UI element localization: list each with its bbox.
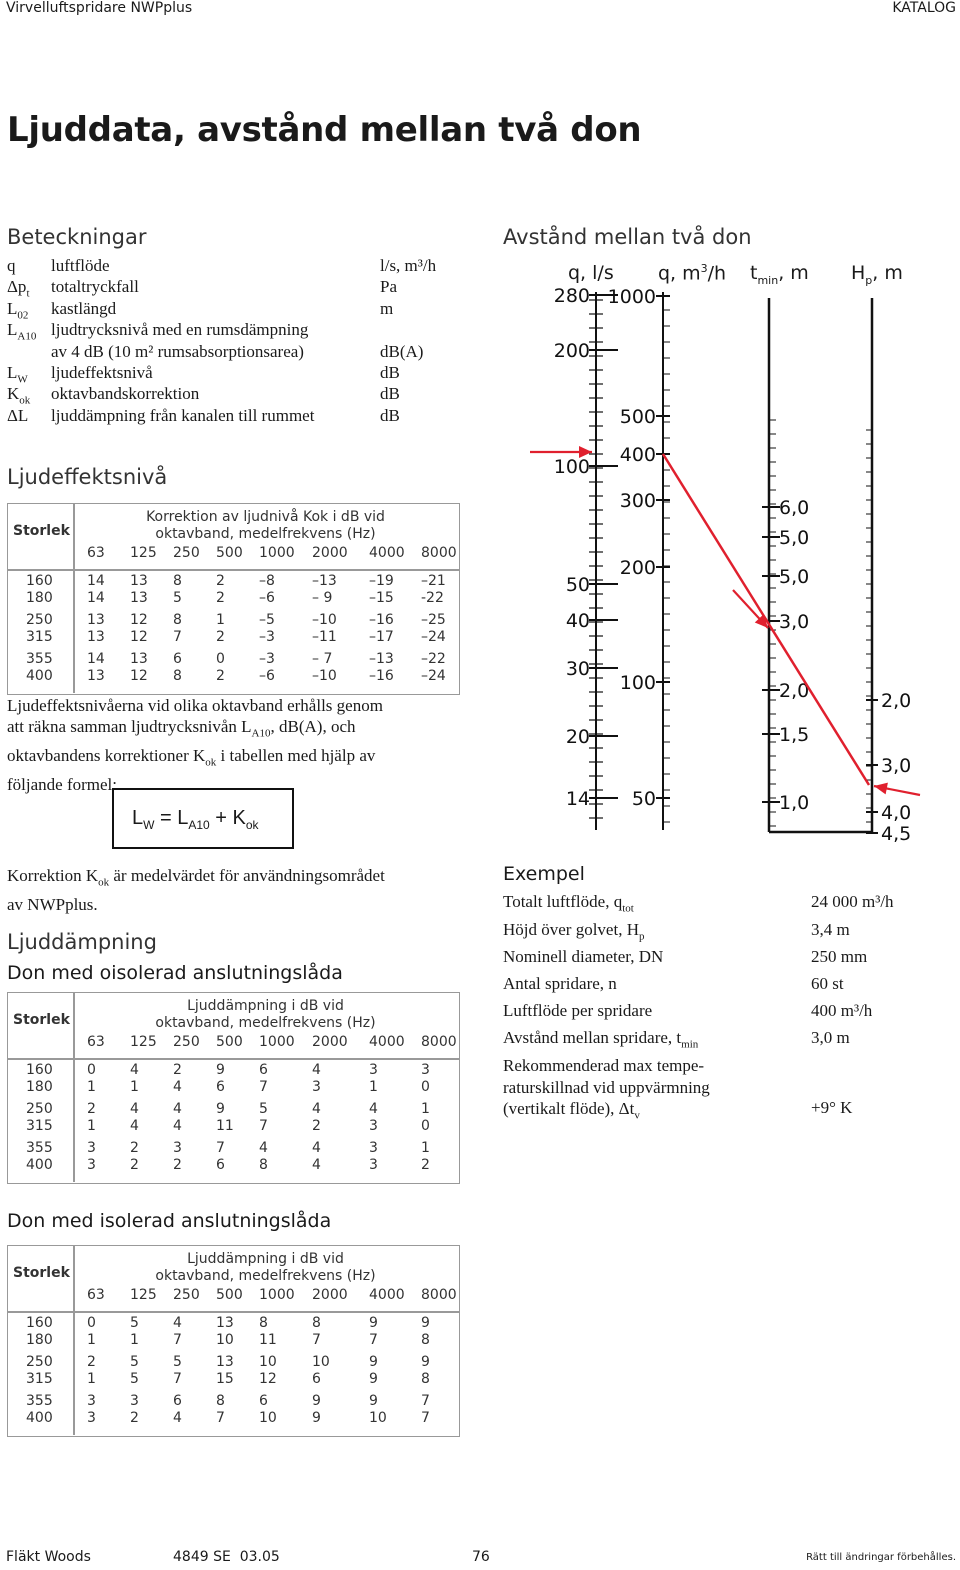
table-cell: 11 — [216, 1118, 234, 1134]
formula-box — [112, 788, 294, 849]
table-cell: 7 — [259, 1118, 268, 1134]
table-cell: 3 — [312, 1079, 321, 1095]
table-freq-header: 500 — [216, 1034, 243, 1050]
table-cell: 2 — [87, 1101, 96, 1117]
table-cell: 4 — [130, 1062, 139, 1078]
table-freq-header: 4000 — [369, 1034, 405, 1050]
definition-unit: dB — [380, 362, 400, 382]
table-cell: 9 — [369, 1393, 378, 1409]
table-cell: 0 — [216, 651, 225, 667]
exempel-value: 3,0 m — [811, 1028, 850, 1047]
tick-label-m3h: 50 — [631, 788, 656, 810]
table-cell: 7 — [421, 1410, 430, 1426]
exempel-last-value: +9° K — [811, 1098, 853, 1117]
table-cell: 6 — [216, 1157, 225, 1173]
table-freq-header: 125 — [130, 1034, 157, 1050]
table-cell: 2 — [312, 1118, 321, 1134]
exempel-value: 250 mm — [811, 947, 868, 966]
definition-text: oktavbandskorrektion — [51, 384, 200, 404]
table-cell: –24 — [421, 668, 446, 684]
table-cell: –21 — [421, 573, 446, 589]
table-cell: 13 — [130, 590, 148, 606]
col-hp: $H_p$, m — [851, 262, 903, 287]
table-cell: 9 — [369, 1371, 378, 1387]
table-cell: 7 — [173, 629, 182, 645]
tick-label-tmin: 5,0 — [779, 566, 810, 588]
definition-row — [7, 384, 467, 405]
table-row-size: 160 — [26, 1062, 53, 1078]
definition-text: luftflöde — [51, 256, 110, 275]
tick-label-ls: 100 — [553, 456, 590, 478]
table-cell: 8 — [173, 573, 182, 589]
table-caption: Ljuddämpning i dB vid — [187, 1251, 344, 1267]
table-row-size: 160 — [26, 573, 53, 589]
table-cell: 13 — [216, 1315, 234, 1331]
definition-symbol: $L_W$ — [7, 362, 28, 386]
table-cell: 8 — [259, 1157, 268, 1173]
definition-symbol: $K_{ok}$ — [7, 384, 31, 407]
table-cell: 7 — [216, 1140, 225, 1156]
table-cell: 4 — [312, 1140, 321, 1156]
table-cell: 1 — [87, 1371, 96, 1387]
table-storlek-label: Storlek — [13, 1265, 70, 1281]
header-product: Virvelluftspridare NWPplus — [6, 0, 193, 16]
definition-unit: l/s, m³/h — [380, 256, 437, 275]
tick-label-ls: 200 — [553, 340, 590, 362]
table-cell: 9 — [216, 1101, 225, 1117]
tick-label-hp: 4,0 — [881, 802, 912, 824]
table-cell: 3 — [369, 1157, 378, 1173]
table-cell: –10 — [312, 612, 337, 628]
table-cell: 13 — [87, 612, 105, 628]
table-cell: 13 — [130, 573, 148, 589]
footer-doc: 4849 SE 03.05 — [173, 1549, 280, 1565]
col-q-ls: q, l/s — [568, 262, 614, 284]
exempel-value: 3,4 m — [811, 920, 850, 939]
definition-row — [7, 342, 467, 363]
definition-text: ljudeffektsnivå — [51, 362, 153, 382]
definition-row — [7, 320, 467, 341]
table-cell: 4 — [259, 1140, 268, 1156]
table-row-size: 180 — [26, 590, 53, 606]
tick-label-tmin: 5,0 — [779, 527, 810, 549]
footer-page: 76 — [472, 1549, 490, 1565]
table-cell: – 9 — [312, 590, 333, 606]
table-cell: 4 — [369, 1101, 378, 1117]
col-tmin: $t_{min}$, m — [750, 262, 809, 287]
table-cell: 4 — [312, 1101, 321, 1117]
table-row-size: 355 — [26, 1393, 53, 1409]
table-cell: 5 — [259, 1101, 268, 1117]
col-q-m3h: q, $m^3/h$ — [658, 262, 727, 285]
table-cell: 12 — [259, 1371, 277, 1387]
table-cell: 4 — [130, 1101, 139, 1117]
table-freq-header: 2000 — [312, 545, 348, 561]
table-cell: 12 — [130, 612, 148, 628]
definition-text: ljuddämpning från kanalen till rummet — [51, 405, 315, 425]
table-cell: 10 — [369, 1410, 387, 1426]
table-cell: 8 — [312, 1315, 321, 1331]
table-cell: 5 — [130, 1315, 139, 1331]
table-divider — [7, 569, 460, 571]
table-caption: oktavband, medelfrekvens (Hz) — [155, 1015, 376, 1031]
tick-label-hp: 4,5 — [881, 823, 912, 845]
table-freq-header: 500 — [216, 545, 243, 561]
exempel-last-label: Rekommenderad max tempe- raturskillnad vid uppvärmning (vertikalt flöde), $\Delta t_v$ — [503, 1056, 710, 1122]
table-cell: 8 — [259, 1315, 268, 1331]
table-cell: 5 — [130, 1354, 139, 1370]
table-cell: –6 — [259, 590, 275, 606]
table-freq-header: 500 — [216, 1287, 243, 1303]
definition-symbol: $\Delta p_t$ — [7, 277, 30, 300]
definition-unit: dB(A) — [380, 341, 424, 361]
definition-symbol: $L_{A10}$ — [7, 320, 37, 343]
table-cell: 7 — [173, 1371, 182, 1387]
table-row-size: 355 — [26, 651, 53, 667]
table-cell: –17 — [369, 629, 394, 645]
table-cell: 4 — [173, 1118, 182, 1134]
table-freq-header: 8000 — [421, 1287, 457, 1303]
table-freq-header: 1000 — [259, 545, 295, 561]
table-cell: 3 — [421, 1062, 430, 1078]
table-cell: –8 — [259, 573, 275, 589]
exempel-label: Nominell diameter, DN — [503, 947, 664, 966]
nomogram-heading: Avstånd mellan två don — [503, 225, 752, 249]
table-cell: 6 — [259, 1393, 268, 1409]
exempel-heading: Exempel — [503, 863, 585, 885]
table-cell: 0 — [421, 1118, 430, 1134]
table-cell: 3 — [173, 1140, 182, 1156]
table-cell: 14 — [87, 651, 105, 667]
table-cell: –19 — [369, 573, 394, 589]
table-cell: 1 — [87, 1079, 96, 1095]
table-cell: 4 — [173, 1101, 182, 1117]
table-cell: 6 — [173, 651, 182, 667]
table-cell: 0 — [87, 1062, 96, 1078]
table-cell: 9 — [312, 1410, 321, 1426]
table-cell: 6 — [216, 1079, 225, 1095]
table-cell: –16 — [369, 668, 394, 684]
definition-unit: dB — [380, 405, 400, 425]
table-cell: 13 — [216, 1354, 234, 1370]
table-cell: –3 — [259, 651, 275, 667]
height-arrow-head — [874, 783, 888, 795]
table-cell: 5 — [173, 1354, 182, 1370]
table-row-size: 180 — [26, 1079, 53, 1095]
table-cell: 2 — [130, 1157, 139, 1173]
definition-row — [7, 299, 467, 320]
table-cell: 3 — [369, 1062, 378, 1078]
table-cell: 10 — [259, 1354, 277, 1370]
tick-label-tmin: 2,0 — [779, 680, 810, 702]
table-freq-header: 250 — [173, 1287, 200, 1303]
tick-label-m3h: 500 — [619, 406, 656, 428]
table-storlek-label: Storlek — [13, 1012, 70, 1028]
table-cell: 0 — [421, 1079, 430, 1095]
definition-unit: m — [380, 298, 394, 318]
tick-label-tmin: 6,0 — [779, 497, 810, 519]
table-cell: 6 — [312, 1371, 321, 1387]
table-cell: 1 — [421, 1101, 430, 1117]
definition-symbol: $L_{02}$ — [7, 298, 29, 322]
tick-label-ls: 14 — [565, 788, 590, 810]
exempel-label: Luftflöde per spridare — [503, 1001, 653, 1020]
definition-unit: Pa — [380, 277, 397, 297]
table-caption: Korrektion av ljudnivå Kok i dB vid — [146, 509, 385, 525]
table-cell: 1 — [130, 1332, 139, 1348]
table-cell: 3 — [369, 1140, 378, 1156]
table-freq-header: 125 — [130, 545, 157, 561]
table-freq-header: 125 — [130, 1287, 157, 1303]
table-freq-header: 8000 — [421, 1034, 457, 1050]
exempel-label: Antal spridare, n — [503, 974, 617, 993]
beteckningar-heading: Beteckningar — [7, 225, 147, 249]
table-freq-header: 250 — [173, 1034, 200, 1050]
tick-label-m3h: 300 — [619, 490, 656, 512]
table-freq-header: 2000 — [312, 1287, 348, 1303]
tick-label-m3h: 200 — [619, 557, 656, 579]
footer-brand: Fläkt Woods — [6, 1549, 91, 1565]
tick-label-ls: 30 — [565, 658, 590, 680]
table-cell: 2 — [216, 590, 225, 606]
ljuddampning-heading: Ljuddämpning — [7, 930, 157, 954]
table-cell: 1 — [130, 1079, 139, 1095]
exempel-label: Höjd över golvet, $H_p$ — [503, 920, 645, 943]
table-cell: 1 — [87, 1332, 96, 1348]
table-storlek-label: Storlek — [13, 523, 70, 539]
tick-label-m3h: 1000 — [607, 286, 656, 308]
table-cell: – 7 — [312, 651, 333, 667]
table-cell: 11 — [259, 1332, 277, 1348]
table-cell: 4 — [173, 1079, 182, 1095]
table-cell: 8 — [421, 1332, 430, 1348]
table-cell: 7 — [421, 1393, 430, 1409]
table-cell: 9 — [312, 1393, 321, 1409]
table-freq-header: 63 — [87, 1034, 105, 1050]
definition-text: kastlängd — [51, 298, 117, 318]
table-cell: 10 — [312, 1354, 330, 1370]
table-cell: 2 — [130, 1140, 139, 1156]
tick-label-ls: 40 — [565, 610, 590, 632]
table-cell: 5 — [130, 1371, 139, 1387]
table-cell: –15 — [369, 590, 394, 606]
table-cell: 3 — [87, 1140, 96, 1156]
table-cell: 15 — [216, 1371, 234, 1387]
tick-label-tmin: 3,0 — [779, 611, 810, 633]
table-row-size: 160 — [26, 1315, 53, 1331]
table-cell: 9 — [216, 1062, 225, 1078]
table-cell: 6 — [173, 1393, 182, 1409]
tick-label-tmin: 1,0 — [779, 792, 810, 814]
table-caption: oktavband, medelfrekvens (Hz) — [155, 1268, 376, 1284]
definitions-list — [7, 256, 467, 427]
exempel-value: 60 st — [811, 974, 844, 993]
tick-label-ls: 20 — [565, 726, 590, 748]
table-row-size: 400 — [26, 668, 53, 684]
table-cell: 7 — [216, 1410, 225, 1426]
table-cell: 1 — [369, 1079, 378, 1095]
table-cell: 12 — [130, 629, 148, 645]
exempel-label: Avstånd mellan spridare, $t_{min}$ — [503, 1028, 699, 1051]
page-title: Ljuddata, avstånd mellan två don — [7, 110, 642, 150]
table-cell: –5 — [259, 612, 275, 628]
isolerad-title: Don med isolerad anslutningslåda — [7, 1210, 332, 1232]
table-row-size: 250 — [26, 612, 53, 628]
table-cell: 5 — [173, 590, 182, 606]
table-cell: -22 — [421, 590, 444, 606]
table-cell: –10 — [312, 668, 337, 684]
tick-label-ls: 50 — [565, 574, 590, 596]
table-cell: –13 — [312, 573, 337, 589]
table-caption: oktavband, medelfrekvens (Hz) — [155, 526, 376, 542]
definition-symbol: ΔL — [7, 405, 29, 425]
table-cell: 4 — [312, 1157, 321, 1173]
table-cell: 9 — [369, 1315, 378, 1331]
table-cell: 2 — [216, 668, 225, 684]
table-cell: 8 — [173, 612, 182, 628]
tick-label-m3h: 400 — [619, 444, 656, 466]
tick-label-hp: 2,0 — [881, 690, 912, 712]
definition-row — [7, 256, 467, 277]
table-cell: 1 — [87, 1118, 96, 1134]
table-freq-header: 63 — [87, 545, 105, 561]
nomogram-chart — [500, 280, 960, 850]
tick-label-hp: 3,0 — [881, 755, 912, 777]
table-row-size: 355 — [26, 1140, 53, 1156]
table-cell: –22 — [421, 651, 446, 667]
table-cell: 10 — [259, 1410, 277, 1426]
table-caption: Ljuddämpning i dB vid — [187, 998, 344, 1014]
table-cell: 4 — [312, 1062, 321, 1078]
table-cell: 2 — [421, 1157, 430, 1173]
table-cell: 3 — [369, 1118, 378, 1134]
table-row-size: 400 — [26, 1157, 53, 1173]
table-row-size: 315 — [26, 1371, 53, 1387]
footer-rights: Rätt till ändringar förbehålles. — [806, 1552, 956, 1563]
table-cell: 6 — [259, 1062, 268, 1078]
correction-note: Korrektion $K_{ok}$ är medelvärdet för användningsområdet av NWPplus. — [7, 866, 385, 914]
table-cell: –13 — [369, 651, 394, 667]
table-cell: 10 — [216, 1332, 234, 1348]
ljudeffekt-paragraph: Ljudeffektsnivåerna vid olika oktavband erhålls genom att räkna samman ljudtrycksnivån $L_{A10}$, dB(A), och oktavbandens korrektioner $K_{ok}$ i tabellen med hjälp av följande formel: — [7, 696, 383, 794]
example-line — [663, 454, 869, 785]
table-cell: 3 — [87, 1393, 96, 1409]
table-cell: 7 — [369, 1332, 378, 1348]
ljudeffekt-heading: Ljudeffektsnivå — [7, 465, 168, 489]
table-row-size: 250 — [26, 1101, 53, 1117]
table-cell: 7 — [312, 1332, 321, 1348]
table-cell: 8 — [216, 1393, 225, 1409]
table-divider — [7, 1058, 460, 1060]
definition-symbol: q — [7, 256, 16, 275]
tick-label-m3h: 100 — [619, 672, 656, 694]
formula: $L_W = L_{A10} + K_{ok}$ — [132, 807, 259, 832]
table-cell: 14 — [87, 573, 105, 589]
table-cell: 9 — [421, 1354, 430, 1370]
table-freq-header: 2000 — [312, 1034, 348, 1050]
definition-row — [7, 277, 467, 298]
table-cell: –3 — [259, 629, 275, 645]
table-freq-header: 8000 — [421, 545, 457, 561]
table-cell: 0 — [87, 1315, 96, 1331]
definition-row — [7, 363, 467, 384]
oisolerad-title: Don med oisolerad anslutningslåda — [7, 962, 343, 984]
table-cell: 7 — [259, 1079, 268, 1095]
table-cell: 8 — [421, 1371, 430, 1387]
table-cell: 9 — [421, 1315, 430, 1331]
table-cell: 4 — [130, 1118, 139, 1134]
table-cell: –11 — [312, 629, 337, 645]
table-cell: 13 — [87, 629, 105, 645]
table-cell: 14 — [87, 590, 105, 606]
definition-row — [7, 406, 467, 427]
table-freq-header: 4000 — [369, 1287, 405, 1303]
table-freq-header: 1000 — [259, 1287, 295, 1303]
table-freq-header: 4000 — [369, 545, 405, 561]
exempel-value: 400 m³/h — [811, 1001, 873, 1020]
exempel-label: Totalt luftflöde, $q_{tot}$ — [503, 892, 634, 915]
table-cell: 7 — [173, 1332, 182, 1348]
table-cell: 9 — [369, 1354, 378, 1370]
table-cell: 4 — [173, 1410, 182, 1426]
table-freq-header: 63 — [87, 1287, 105, 1303]
table-cell: –24 — [421, 629, 446, 645]
definition-unit: dB — [380, 384, 400, 404]
table-cell: 2 — [173, 1062, 182, 1078]
table-cell: 3 — [130, 1393, 139, 1409]
table-cell: 13 — [87, 668, 105, 684]
table-cell: 2 — [216, 629, 225, 645]
table-cell: 4 — [173, 1315, 182, 1331]
exempel-value: 24 000 m³/h — [811, 892, 894, 911]
table-cell: –25 — [421, 612, 446, 628]
table-row-size: 400 — [26, 1410, 53, 1426]
table-freq-header: 1000 — [259, 1034, 295, 1050]
table-cell: 3 — [87, 1410, 96, 1426]
table-cell: 2 — [173, 1157, 182, 1173]
table-cell: 1 — [216, 612, 225, 628]
table-row-size: 315 — [26, 629, 53, 645]
table-cell: 2 — [87, 1354, 96, 1370]
table-cell: 12 — [130, 668, 148, 684]
definition-text: totaltryckfall — [51, 277, 139, 297]
header-catalog: KATALOG — [892, 0, 956, 16]
tick-label-ls: 280 — [553, 285, 590, 307]
table-cell: 3 — [87, 1157, 96, 1173]
definition-text: av 4 dB (10 m² rumsabsorptionsarea) — [51, 341, 304, 361]
table-row-size: 315 — [26, 1118, 53, 1134]
table-freq-header: 250 — [173, 545, 200, 561]
table-cell: 1 — [421, 1140, 430, 1156]
table-cell: –16 — [369, 612, 394, 628]
table-divider — [7, 1311, 460, 1313]
tick-label-tmin: 1,5 — [779, 724, 810, 746]
definition-text: ljudtrycksnivå med en rumsdämpning — [51, 320, 309, 340]
table-cell: 8 — [173, 668, 182, 684]
table-cell: 2 — [216, 573, 225, 589]
table-cell: 2 — [130, 1410, 139, 1426]
table-row-size: 250 — [26, 1354, 53, 1370]
table-cell: –6 — [259, 668, 275, 684]
table-row-size: 180 — [26, 1332, 53, 1348]
table-cell: 13 — [130, 651, 148, 667]
